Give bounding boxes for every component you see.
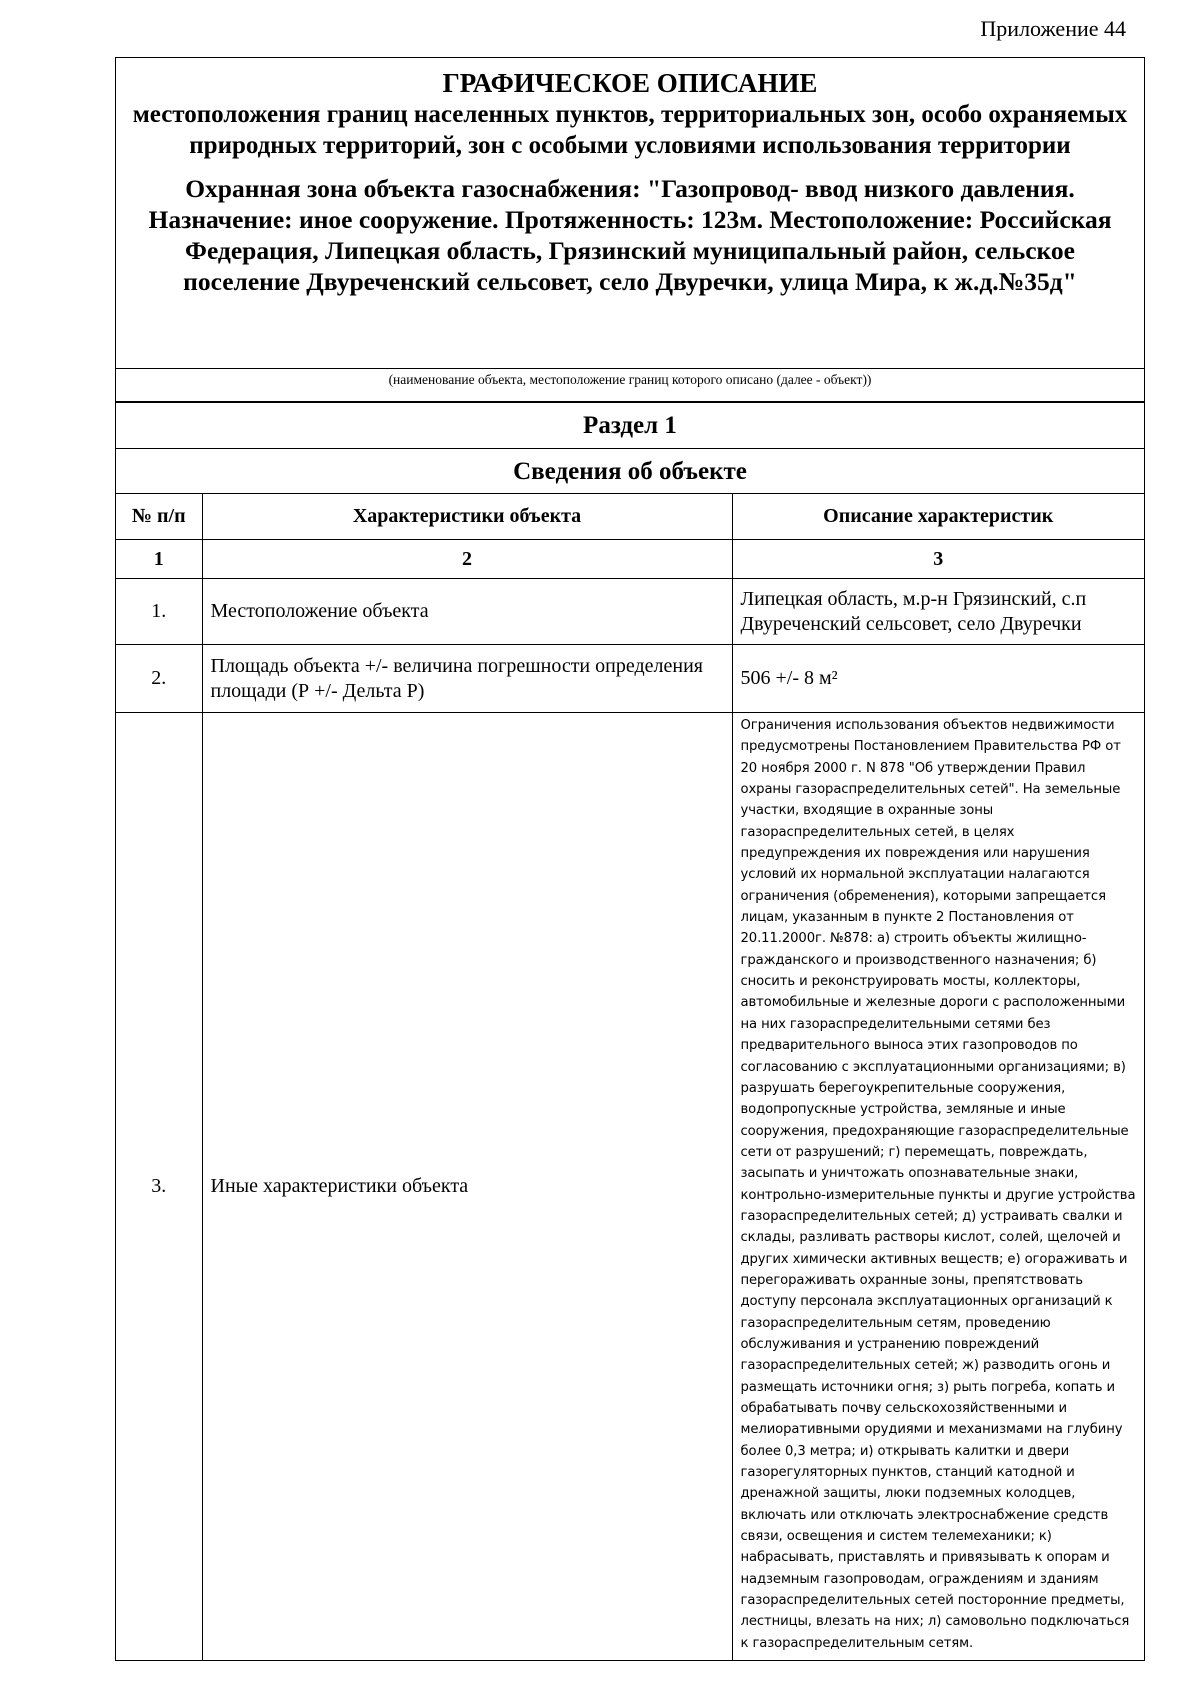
table-row [116, 713, 1144, 1661]
table-header-row [116, 494, 1144, 540]
row-description-long: Ограничения использования объектов недвижимости предусмотрены Постановлением Правительства РФ от 20 ноября 2000 г. N 878 "Об утверждении Правил охраны газораспределительных сетей". На земельные участки, входящие в охранные зоны газораспределительных сетей, в целях предупреждения их повреждения или нарушения условий их нормальной эксплуатации налагаются ограничения (обременения), которыми запрещается лицам, указанным в пункте 2 Постановления от 20.11.2000г. №878: а) строить объекты жилищно-гражданского и производственного назначения; б) сносить и реконструировать мосты, коллекторы, автомобильные и железные дороги с расположенными на них газораспределительными сетями без предварительного выноса этих газопроводов по согласованию с эксплуатационными организациями; в) разрушать берегоукрепительные сооружения, водопропускные устройства, земляные и иные сооружения, предохраняющие газораспределительные сети от разрушений; г) перемещать, повреждать, засыпать и уничтожать опознавательные знаки, контрольно-измерительные пункты и другие устройства газораспределительных сетей; д) устраивать свалки и склады, разливать растворы кислот, солей, щелочей и других химически активных веществ; е) огораживать и перегораживать охранные зоны, препятствовать доступу персонала эксплуатационных организаций к газораспределительным сетям, проведению обслуживания и устранению повреждений газораспределительных сетей; ж) разводить огонь и размещать источники огня; з) рыть погреба, копать и обрабатывать почву сельскохозяйственными и мелиоративными орудиями и механизмами на глубину более 0,3 метра; и) открывать калитки и двери газорегуляторных пунктов, станций катодной и дренажной защиты, люки подземных колодцев, включать или отключать электроснабжение средств связи, освещения и систем телемеханики; к) набрасывать, приставлять и привязывать к опорам и надземным газопроводам, ограждениям и зданиям газораспределительных сетей посторонние предметы, лестницы, влезать на них; л) самовольно подключаться к газораспределительным сетям. [732, 713, 1144, 1661]
document-subtitle: местоположения границ населенных пунктов, территориальных зон, особо охраняемых природных территорий, зон с особыми условиями использования территории [132, 101, 1128, 159]
column-header-characteristic: Характеристики объекта [202, 494, 732, 540]
row-characteristic: Местоположение объекта [202, 579, 732, 645]
column-numbers-row [116, 540, 1144, 579]
column-header-index: № п/п [116, 494, 202, 540]
row-index: 2. [116, 645, 202, 713]
row-index: 3. [116, 713, 202, 1661]
table-row [116, 579, 1144, 645]
row-index: 1. [116, 579, 202, 645]
object-name-caption: (наименование объекта, местоположение границ которого описано (далее - объект)) [116, 368, 1144, 402]
section-subtitle: Сведения об объекте [116, 449, 1144, 494]
column-number: 2 [202, 540, 732, 579]
column-number: 3 [732, 540, 1144, 579]
row-characteristic: Площадь объекта +/- величина погрешности определения площади (Р +/- Дельта Р) [202, 645, 732, 713]
row-description: 506 +/- 8 м² [732, 645, 1144, 713]
characteristics-table [116, 494, 1144, 1660]
section-title: Раздел 1 [116, 403, 1144, 449]
document-header [116, 58, 1144, 368]
column-header-description: Описание характеристик [732, 494, 1144, 540]
object-name: Охранная зона объекта газоснабжения: "Газопровод- ввод низкого давления. Назначение: иное сооружение. Протяженность: 123м. Местоположение: Российская Федерация, Липецкая область, Грязинский муниципальный район, сельское поселение Двуреченский сельсовет, село Двуречки, улица Мира, к ж.д.№35д" [148, 174, 1112, 296]
row-characteristic: Иные характеристики объекта [202, 713, 732, 1661]
document-frame [115, 57, 1145, 1661]
appendix-label: Приложение 44 [980, 16, 1126, 41]
table-row [116, 645, 1144, 713]
document-title: ГРАФИЧЕСКОЕ ОПИСАНИЕ [442, 68, 818, 98]
row-description: Липецкая область, м.р-н Грязинский, с.п Двуреченский сельсовет, село Двуречки [732, 579, 1144, 645]
column-number: 1 [116, 540, 202, 579]
